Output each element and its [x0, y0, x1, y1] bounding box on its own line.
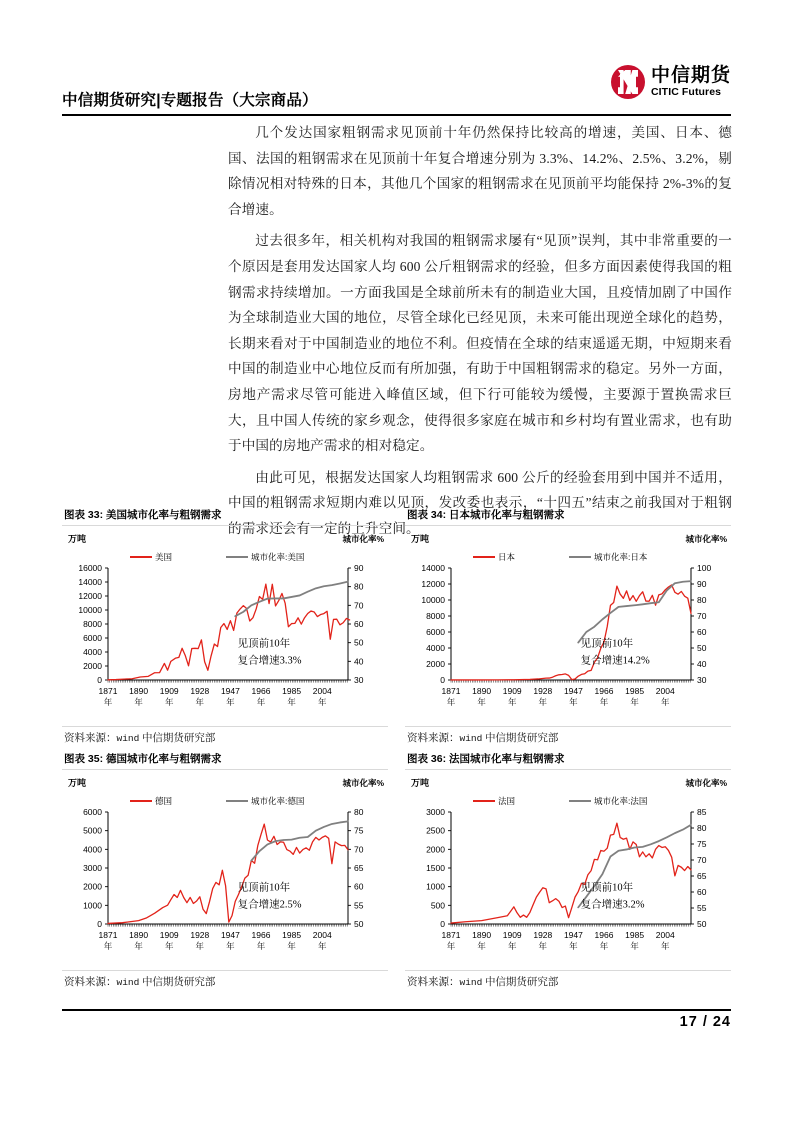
- svg-text:70: 70: [354, 844, 364, 855]
- figure-35-chart-box: [62, 769, 388, 971]
- svg-text:14000: 14000: [78, 577, 102, 587]
- svg-text:100: 100: [697, 563, 712, 573]
- svg-text:1871: 1871: [98, 930, 118, 940]
- svg-text:1928: 1928: [533, 930, 553, 940]
- svg-text:1966: 1966: [594, 930, 614, 940]
- svg-text:1947: 1947: [220, 686, 240, 696]
- svg-text:2000: 2000: [83, 881, 102, 892]
- svg-text:城市化率:德国: 城市化率:德国: [251, 796, 305, 807]
- svg-text:10000: 10000: [421, 595, 445, 605]
- svg-text:2000: 2000: [426, 659, 445, 669]
- svg-text:1000: 1000: [83, 900, 102, 911]
- figure-row-bottom: [62, 749, 731, 993]
- svg-text:1985: 1985: [282, 930, 302, 940]
- svg-text:1909: 1909: [502, 930, 522, 940]
- svg-text:年: 年: [569, 697, 578, 707]
- svg-text:年: 年: [103, 697, 113, 707]
- svg-text:1947: 1947: [563, 686, 583, 696]
- svg-text:年: 年: [134, 941, 143, 951]
- svg-text:50: 50: [354, 637, 364, 648]
- svg-text:70: 70: [697, 855, 707, 865]
- svg-text:50: 50: [354, 919, 364, 929]
- svg-text:500: 500: [430, 900, 445, 911]
- svg-text:年: 年: [660, 941, 670, 951]
- svg-text:1928: 1928: [190, 930, 210, 940]
- svg-text:年: 年: [164, 697, 174, 707]
- figure-33-chart: [62, 530, 388, 726]
- svg-text:50: 50: [697, 643, 707, 653]
- svg-text:6000: 6000: [83, 633, 102, 643]
- svg-text:65: 65: [697, 871, 707, 881]
- figure-34-source-prefix: 资料来源：: [407, 733, 460, 744]
- svg-text:年: 年: [538, 941, 548, 951]
- svg-text:日本: 日本: [498, 552, 516, 563]
- svg-text:1985: 1985: [625, 686, 645, 696]
- svg-text:复合增速14.2%: 复合增速14.2%: [580, 655, 650, 667]
- svg-text:0: 0: [440, 675, 445, 685]
- figure-36-source-db: wind: [459, 977, 483, 988]
- svg-text:1909: 1909: [159, 930, 179, 940]
- figure-36-caption: [405, 749, 731, 769]
- svg-text:城市化率:日本: 城市化率:日本: [594, 552, 648, 563]
- svg-text:2004: 2004: [655, 686, 675, 696]
- svg-text:5000: 5000: [83, 825, 102, 836]
- svg-text:城市化率%: 城市化率%: [342, 778, 384, 788]
- svg-text:60: 60: [697, 627, 707, 637]
- paragraph-1: 几个发达国家粗钢需求见顶前十年仍然保持比较高的增速，美国、日本、德国、法国的粗钢需求在见顶前十年复合增速分别为 3.3%、14.2%、2.5%、3.2%，剔除情况相对特殊的日本，其他几个国家的粗钢需求在见顶前平均能保持 2%-3%的复合增速。: [228, 125, 732, 217]
- svg-text:1985: 1985: [282, 686, 302, 696]
- svg-text:年: 年: [317, 941, 327, 951]
- svg-text:6000: 6000: [426, 627, 445, 637]
- svg-text:1871: 1871: [441, 930, 461, 940]
- svg-text:年: 年: [317, 697, 327, 707]
- svg-text:年: 年: [507, 697, 517, 707]
- figure-33-source-org: 中信期货研究部: [141, 733, 216, 744]
- svg-text:1947: 1947: [563, 930, 583, 940]
- svg-text:万吨: 万吨: [68, 778, 87, 788]
- figure-34-caption: [405, 505, 731, 525]
- svg-text:60: 60: [354, 881, 364, 892]
- svg-text:80: 80: [697, 595, 707, 605]
- logo-name-cn: 中信期货: [650, 65, 731, 87]
- svg-text:见顶前10年: 见顶前10年: [580, 882, 634, 894]
- figure-33-source: [62, 727, 388, 749]
- svg-text:60: 60: [354, 619, 364, 629]
- svg-text:70: 70: [354, 600, 364, 611]
- figure-36-label: 图表: [407, 753, 428, 765]
- svg-text:美国: 美国: [155, 552, 173, 563]
- svg-text:8000: 8000: [426, 611, 445, 621]
- citic-futures-logo: [611, 60, 731, 104]
- svg-text:2000: 2000: [426, 844, 445, 855]
- figure-36: [405, 749, 731, 993]
- svg-text:8000: 8000: [83, 619, 102, 629]
- svg-text:城市化率%: 城市化率%: [342, 534, 384, 544]
- svg-text:1985: 1985: [625, 930, 645, 940]
- svg-text:年: 年: [599, 941, 609, 951]
- svg-text:14000: 14000: [421, 563, 445, 573]
- svg-text:80: 80: [354, 807, 364, 817]
- svg-text:1928: 1928: [533, 686, 553, 696]
- svg-text:年: 年: [446, 697, 456, 707]
- svg-text:年: 年: [226, 697, 235, 707]
- svg-text:1890: 1890: [129, 686, 149, 696]
- svg-text:年: 年: [226, 941, 235, 951]
- svg-text:12000: 12000: [78, 591, 102, 601]
- svg-text:城市化率%: 城市化率%: [685, 534, 727, 544]
- svg-text:万吨: 万吨: [411, 778, 430, 788]
- header-title: 中信期货研究|专题报告（大宗商品）: [62, 92, 318, 109]
- svg-text:50: 50: [697, 919, 707, 929]
- svg-text:复合增速3.3%: 复合增速3.3%: [237, 655, 302, 667]
- svg-text:3000: 3000: [426, 807, 445, 817]
- figure-36-chart: [405, 774, 731, 970]
- figure-35-source-org: 中信期货研究部: [141, 977, 216, 988]
- figure-34-label: 图表: [407, 509, 428, 521]
- svg-text:1909: 1909: [502, 686, 522, 696]
- svg-text:1000: 1000: [426, 881, 445, 892]
- figure-35-chart: [62, 774, 388, 970]
- svg-text:75: 75: [354, 825, 364, 836]
- svg-text:80: 80: [697, 823, 707, 833]
- svg-text:2500: 2500: [426, 825, 445, 836]
- paragraph-3: 由此可见，根据发达国家人均粗钢需求 600 公斤的经验套用到中国并不适用，中国的粗钢需求短期内难以见顶，发改委也表示，“十四五”结束之前我国对于粗钢的需求还会有一定的上升空间。: [228, 469, 732, 536]
- svg-text:法国: 法国: [498, 796, 516, 807]
- footer-divider: [62, 1009, 731, 1011]
- svg-text:年: 年: [630, 941, 639, 951]
- svg-text:复合增速3.2%: 复合增速3.2%: [580, 899, 645, 911]
- svg-text:年: 年: [103, 941, 113, 951]
- svg-text:年: 年: [538, 697, 548, 707]
- paragraph-2: 过去很多年，相关机构对我国的粗钢需求屡有“见顶”误判，其中非常重要的一个原因是套用发达国家人均 600 公斤粗钢需求的经验，但多方面因素使得我国的粗钢需求持续增加。一方面我国是全球前所未有的制造业大国，且疫情加剧了中国作为全球制造业大国的地位，尽管全球化已经见顶，未来可能出现逆全球化的趋势，长期来看对于中国制造业的地位不利。但疫情在全球的结束遥遥无期，中短期来看中国的制造业中心地位反而有所加强，有助于中国粗钢需求的稳定。另外一方面，房地产需求尽管可能进入峰值区域，但下行可能较为缓慢，主要源于置换需求巨大，且中国人传统的家乡观念，使得很多家庭在城市和乡村均有置业需求，也有助于中国的房地产需求的相对稳定。: [228, 233, 732, 454]
- svg-text:1909: 1909: [159, 686, 179, 696]
- page-number: 17 / 24: [679, 1014, 731, 1030]
- svg-text:0: 0: [97, 675, 102, 685]
- figure-33-caption: [62, 505, 388, 525]
- figure-35-number: 35:: [87, 753, 104, 765]
- svg-text:60: 60: [697, 887, 707, 897]
- svg-text:55: 55: [354, 900, 364, 911]
- svg-text:万吨: 万吨: [411, 534, 430, 544]
- svg-text:年: 年: [164, 941, 174, 951]
- svg-text:年: 年: [195, 941, 205, 951]
- svg-text:德国: 德国: [155, 796, 173, 807]
- svg-text:见顶前10年: 见顶前10年: [580, 638, 634, 650]
- figure-33-label: 图表: [64, 509, 85, 521]
- svg-text:1928: 1928: [190, 686, 210, 696]
- svg-text:1890: 1890: [472, 686, 492, 696]
- figure-35-caption: [62, 749, 388, 769]
- svg-text:40: 40: [354, 656, 364, 667]
- figure-36-source-org: 中信期货研究部: [484, 977, 559, 988]
- figure-33-source-prefix: 资料来源：: [64, 733, 117, 744]
- svg-text:年: 年: [477, 941, 486, 951]
- figure-35-source-db: wind: [116, 977, 140, 988]
- svg-text:1890: 1890: [129, 930, 149, 940]
- svg-text:12000: 12000: [421, 579, 445, 589]
- svg-text:4000: 4000: [426, 643, 445, 653]
- svg-text:1966: 1966: [251, 930, 271, 940]
- svg-text:年: 年: [507, 941, 517, 951]
- figure-36-title: 法国城市化率与粗钢需求: [449, 753, 565, 765]
- svg-text:2000: 2000: [83, 661, 102, 671]
- svg-text:1871: 1871: [441, 686, 461, 696]
- svg-text:年: 年: [477, 697, 486, 707]
- figure-33-title: 美国城市化率与粗钢需求: [106, 509, 222, 521]
- svg-text:2004: 2004: [312, 930, 332, 940]
- svg-text:80: 80: [354, 581, 364, 592]
- figure-36-chart-box: [405, 769, 731, 971]
- svg-text:1500: 1500: [426, 863, 445, 873]
- figure-34-number: 34:: [430, 509, 447, 521]
- body-text: [228, 120, 732, 548]
- svg-text:16000: 16000: [78, 563, 102, 573]
- svg-text:1871: 1871: [98, 686, 118, 696]
- svg-text:1966: 1966: [251, 686, 271, 696]
- figure-36-number: 36:: [430, 753, 447, 765]
- svg-text:0: 0: [440, 919, 445, 929]
- svg-text:1947: 1947: [220, 930, 240, 940]
- svg-text:85: 85: [697, 807, 707, 817]
- figure-33-chart-box: [62, 525, 388, 727]
- svg-text:40: 40: [697, 659, 707, 669]
- figure-33-number: 33:: [87, 509, 104, 521]
- figure-35-label: 图表: [64, 753, 85, 765]
- svg-text:30: 30: [354, 675, 364, 685]
- svg-text:见顶前10年: 见顶前10年: [237, 638, 291, 650]
- svg-text:70: 70: [697, 611, 707, 621]
- svg-text:年: 年: [446, 941, 456, 951]
- header-divider: [62, 114, 731, 116]
- svg-text:3000: 3000: [83, 863, 102, 873]
- svg-text:4000: 4000: [83, 647, 102, 657]
- svg-text:55: 55: [697, 903, 707, 913]
- svg-text:10000: 10000: [78, 605, 102, 615]
- svg-text:年: 年: [134, 697, 143, 707]
- figure-35-source-prefix: 资料来源：: [64, 977, 117, 988]
- svg-text:万吨: 万吨: [68, 534, 87, 544]
- svg-text:75: 75: [697, 839, 707, 849]
- svg-text:90: 90: [354, 563, 364, 573]
- figure-35-title: 德国城市化率与粗钢需求: [106, 753, 222, 765]
- figure-34: [405, 505, 731, 749]
- svg-text:65: 65: [354, 863, 364, 873]
- svg-text:年: 年: [569, 941, 578, 951]
- svg-text:年: 年: [256, 697, 266, 707]
- logo-name-en: CITIC Futures: [650, 86, 722, 99]
- svg-text:年: 年: [599, 697, 609, 707]
- svg-text:年: 年: [256, 941, 266, 951]
- page-header: [62, 62, 731, 116]
- figure-34-title: 日本城市化率与粗钢需求: [449, 509, 565, 521]
- citic-logo-icon: [611, 65, 645, 99]
- figure-34-source: [405, 727, 731, 749]
- figure-33-source-db: wind: [116, 733, 140, 744]
- svg-text:见顶前10年: 见顶前10年: [237, 882, 291, 894]
- figure-36-source-prefix: 资料来源：: [407, 977, 460, 988]
- figure-row-top: [62, 505, 731, 749]
- svg-text:城市化率%: 城市化率%: [685, 778, 727, 788]
- svg-text:6000: 6000: [83, 807, 102, 817]
- svg-text:90: 90: [697, 579, 707, 589]
- figure-33: [62, 505, 388, 749]
- svg-text:30: 30: [697, 675, 707, 685]
- svg-text:2004: 2004: [655, 930, 675, 940]
- figure-34-source-org: 中信期货研究部: [484, 733, 559, 744]
- svg-text:城市化率:美国: 城市化率:美国: [251, 552, 305, 563]
- svg-text:城市化率:法国: 城市化率:法国: [594, 796, 648, 807]
- figures-section: [62, 505, 731, 993]
- figure-34-chart: [405, 530, 731, 726]
- figure-36-source: [405, 971, 731, 993]
- svg-text:年: 年: [630, 697, 639, 707]
- svg-text:4000: 4000: [83, 844, 102, 855]
- svg-text:1966: 1966: [594, 686, 614, 696]
- svg-text:0: 0: [97, 919, 102, 929]
- svg-text:年: 年: [195, 697, 205, 707]
- svg-text:复合增速2.5%: 复合增速2.5%: [237, 899, 302, 911]
- figure-35-source: [62, 971, 388, 993]
- svg-text:年: 年: [287, 697, 296, 707]
- svg-text:年: 年: [660, 697, 670, 707]
- figure-34-source-db: wind: [459, 733, 483, 744]
- svg-text:1890: 1890: [472, 930, 492, 940]
- figure-34-chart-box: [405, 525, 731, 727]
- svg-text:2004: 2004: [312, 686, 332, 696]
- figure-35: [62, 749, 388, 993]
- svg-text:年: 年: [287, 941, 296, 951]
